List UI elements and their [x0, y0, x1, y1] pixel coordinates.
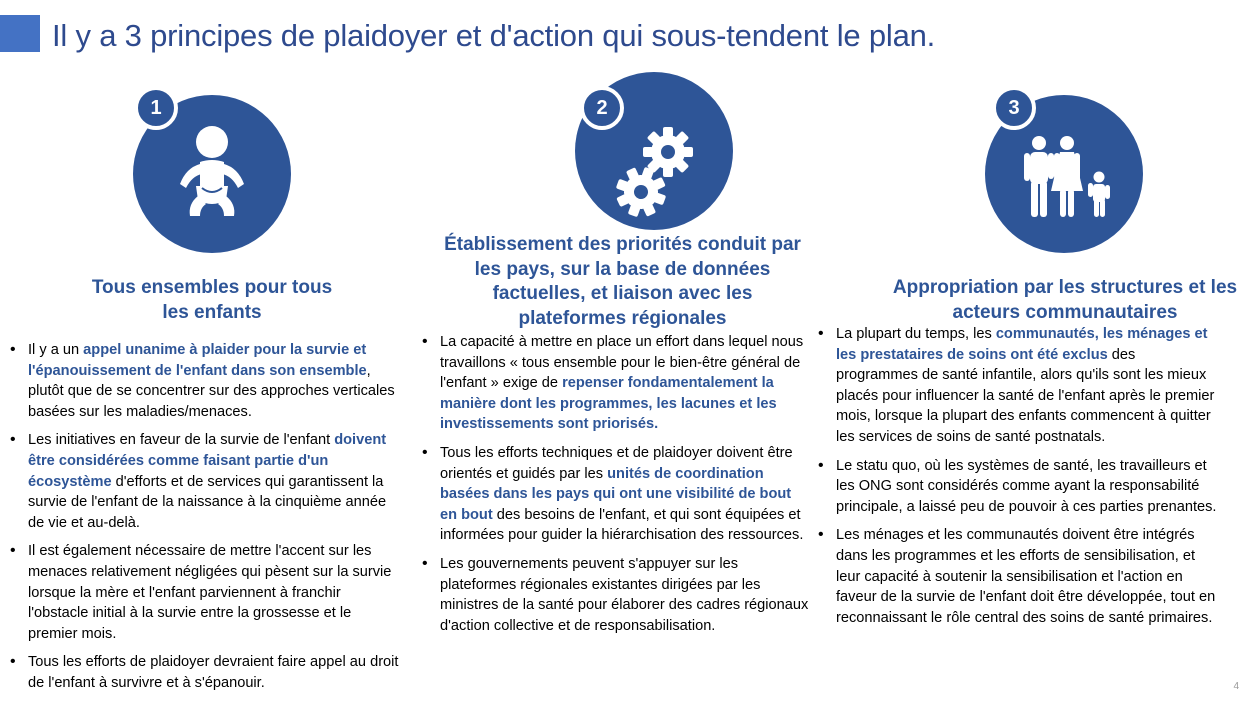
principle-3-number-badge: 3 — [992, 86, 1036, 130]
principle-2-bullets — [420, 332, 810, 644]
bullet-text: La plupart du temps, les — [836, 326, 996, 342]
bullet-text: d'efforts et de services qui garantissent la survie de l'enfant de la naissance à la cinquième année de vie et au-delà. — [28, 473, 387, 531]
highlighted-text: appel unanime à plaider pour la survie et l'épanouissement de l'enfant dans son ensemble — [28, 342, 367, 379]
highlighted-text: communautés, les ménages et les prestataires de soins ont été exclus — [836, 326, 1208, 363]
bullet-item — [420, 332, 810, 435]
highlighted-text: unités de coordination basées dans les pays qui ont une visibilité de bout en bout — [440, 465, 792, 523]
highlighted-text: doivent être considérées comme faisant partie d'un écosystème — [28, 432, 387, 490]
bullet-text: Tous les efforts techniques et de plaidoyer doivent être orientés et guidés par les — [440, 444, 793, 482]
bullet-item — [816, 324, 1220, 448]
principle-1-heading: Tous ensembles pour tous les enfants — [91, 277, 333, 323]
principle-1-bullets — [8, 340, 404, 702]
title-accent-square — [0, 15, 40, 52]
bullet-item — [420, 443, 810, 546]
bullet-item — [8, 541, 404, 644]
slide-title: Il y a 3 principes de plaidoyer et d'action qui sous-tendent le plan. — [52, 18, 936, 53]
bullet-text: Le statu quo, où les systèmes de santé, les travailleurs et les ONG sont considérés comme ayant la responsabilité principale, a laissé peu de pouvoir à ces parties prenantes. — [836, 457, 1217, 515]
principle-3-bullets — [816, 324, 1220, 636]
highlighted-text: repenser fondamentalement la manière dont les programmes, les lacunes et les investissements sont priorisés. — [440, 375, 777, 433]
bullet-text: des besoins de l'enfant, et qui sont équipées et informées pour guider la hiérarchisation des ressources. — [440, 506, 804, 544]
principle-1-number-badge: 1 — [134, 86, 178, 130]
bullet-item — [8, 652, 404, 693]
bullet-item — [420, 554, 810, 636]
bullet-text: des programmes de santé infantile, alors qu'ils sont les mieux placés pour influencer la santé de l'enfant après le premier mois, lorsque la plupart des enfants commencent à quitter les services de soins de santé postnatals. — [836, 346, 1215, 445]
bullet-text: Les gouvernements peuvent s'appuyer sur les plateformes régionales existantes dirigées par les ministres de la santé pour élaborer des cadres régionaux d'action collective et de responsabilisation. — [440, 555, 809, 634]
bullet-item — [8, 340, 404, 422]
bullet-text: Il est également nécessaire de mettre l'accent sur les menaces relativement négligées qui pèsent sur la survie lorsque la mère et l'enfant parviennent à franchir l'obstacle initial à la survie entre la grossesse et le premier mois. — [28, 543, 392, 642]
principle-2-number-badge: 2 — [580, 86, 624, 130]
bullet-item — [816, 525, 1220, 628]
bullet-text: La capacité à mettre en place un effort dans lequel nous travaillons « tous ensemble pour le bien-être général de l'enfant » exige de — [440, 334, 804, 392]
bullet-text: Les initiatives en faveur de la survie de l'enfant — [28, 432, 335, 449]
bullet-text: Les ménages et les communautés doivent être intégrés dans les programmes et les efforts de sensibilisation, et leur capacité à soutenir la sensibilisation et l'action en faveur de la survie de l'enfant doit être développée, tout en reconnaissant le rôle central des soins de santé primaires. — [836, 527, 1216, 626]
bullet-text: , plutôt que de se concentrer sur des approches verticales basées sur les maladies/menaces. — [28, 362, 395, 420]
page-number: 4 — [1233, 681, 1239, 692]
principle-2-heading: Établissement des priorités conduit par les pays, sur la base de données factuelles, et liaison avec les plateformes régionales — [444, 234, 801, 329]
bullet-text: Il y a un — [28, 342, 84, 358]
principle-3-heading: Appropriation par les structures et les acteurs communautaires — [892, 277, 1238, 323]
bullet-item — [8, 430, 404, 533]
bullet-item — [816, 456, 1220, 518]
bullet-text: Tous les efforts de plaidoyer devraient faire appel au droit de l'enfant à survivre et à s'épanouir. — [28, 654, 399, 691]
